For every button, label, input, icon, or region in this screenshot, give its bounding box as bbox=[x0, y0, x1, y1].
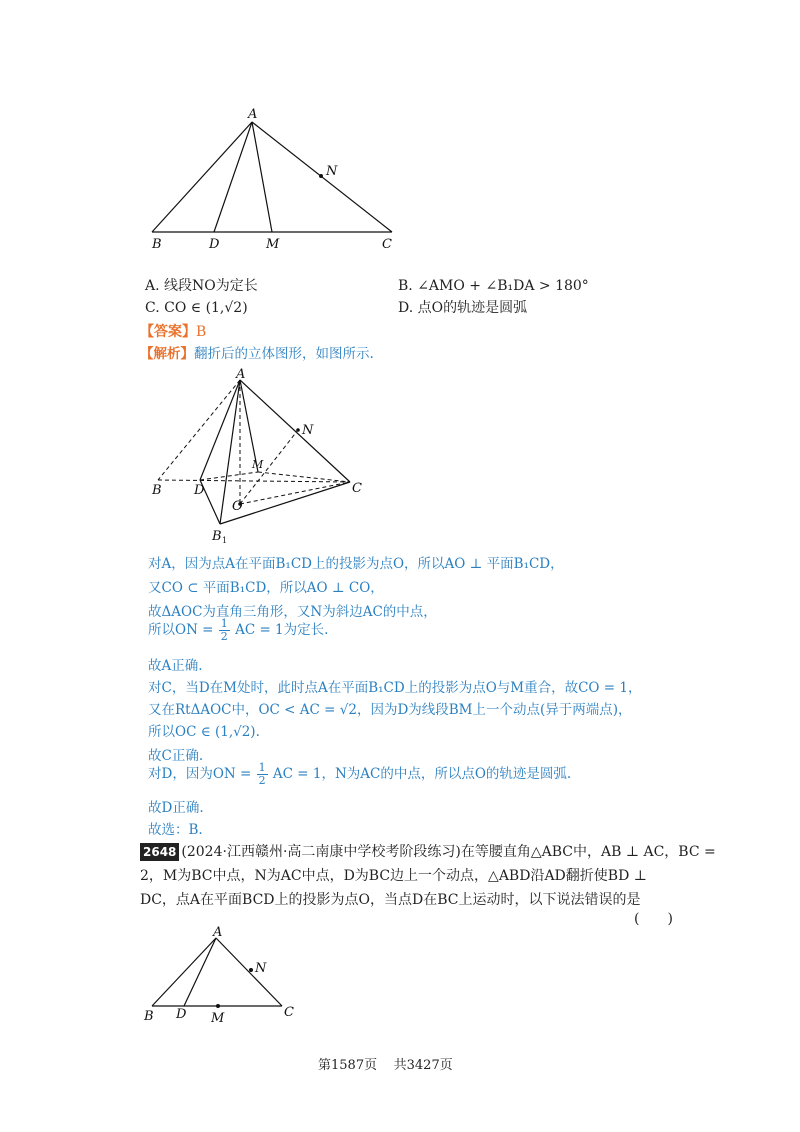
option-b: B. ∠AMO + ∠B₁DA > 180° bbox=[398, 278, 589, 294]
option-d: D. 点O的轨迹是圆弧 bbox=[398, 300, 528, 316]
solution-line-11: 故D正确. bbox=[148, 800, 204, 816]
page-footer bbox=[318, 1054, 453, 1073]
label-c: C bbox=[382, 237, 392, 252]
label-d: D bbox=[209, 237, 220, 252]
solution-line-3: 故ΔAOC为直角三角形，又N为斜边AC的中点， bbox=[148, 604, 437, 620]
solution-l4-post: AC = 1为定长. bbox=[235, 622, 329, 638]
solid-label-b1-sub: 1 bbox=[222, 536, 228, 545]
question-2648 bbox=[140, 840, 716, 912]
solid-label-b: B bbox=[152, 483, 162, 498]
solution-line-5: 故A正确. bbox=[148, 658, 203, 674]
analysis-line bbox=[140, 344, 374, 364]
fraction-num-2: 1 bbox=[258, 761, 266, 774]
label-a: A bbox=[248, 107, 258, 122]
bottom-label-m: M bbox=[211, 1011, 225, 1026]
fraction-den-1: 2 bbox=[220, 630, 228, 643]
solution-line-1: 对A，因为点A在平面B₁CD上的投影为点O，所以AO ⊥ 平面B₁CD， bbox=[148, 556, 564, 572]
question-number: 2648 bbox=[140, 843, 179, 861]
solution-line-10 bbox=[148, 762, 571, 787]
bottom-label-a: A bbox=[213, 925, 223, 940]
solution-line-4 bbox=[148, 618, 328, 643]
option-a: A. 线段NO为定长 bbox=[145, 278, 258, 294]
answer-line bbox=[140, 322, 206, 342]
label-m: M bbox=[266, 237, 280, 252]
option-c: C. CO ∈ (1,√2) bbox=[145, 300, 248, 316]
solution-line-6: 对C，当D在M处时，此时点A在平面B₁CD上的投影为点O与M重合，故CO = 1， bbox=[148, 680, 642, 696]
solid-label-d: D bbox=[194, 483, 205, 498]
question-text-1: (2024·江西赣州·高二南康中学校考阶段练习)在等腰直角△ABC中，AB ⊥ AC，BC = bbox=[181, 844, 716, 860]
solid-label-m: M bbox=[252, 458, 264, 471]
solid-label-c: C bbox=[352, 481, 362, 496]
bottom-label-n: N bbox=[255, 961, 267, 976]
label-b: B bbox=[152, 237, 162, 252]
page-number: 第1587页 bbox=[318, 1058, 378, 1073]
solution-l4-pre: 所以ON = bbox=[148, 622, 214, 638]
fraction-den-2: 2 bbox=[258, 774, 266, 787]
solid-label-o: O bbox=[232, 499, 243, 514]
fraction-num-1: 1 bbox=[220, 617, 228, 630]
answer-blank: ( ) bbox=[634, 911, 673, 927]
solution-l10-post: AC = 1，N为AC的中点，所以点O的轨迹是圆弧. bbox=[272, 766, 572, 782]
solid-label-a: A bbox=[236, 368, 246, 382]
solid-figure bbox=[148, 368, 378, 548]
triangle-figure-bottom bbox=[138, 922, 308, 1028]
fraction-half-1 bbox=[219, 618, 230, 643]
answer-value: B bbox=[196, 324, 207, 340]
question-line-3: DC，点A在平面BCD上的投影为点O，当点D在BC上运动时，以下说法错误的是 bbox=[140, 892, 641, 908]
analysis-text: 翻折后的立体图形，如图所示. bbox=[194, 346, 374, 362]
triangle-figure-top bbox=[140, 100, 410, 260]
analysis-tag: 【解析】 bbox=[140, 346, 194, 362]
fraction-half-2 bbox=[257, 762, 268, 787]
solution-line-8: 所以OC ∈ (1,√2). bbox=[148, 724, 260, 740]
question-line-1 bbox=[140, 840, 716, 864]
solution-line-2: 又CO ⊂ 平面B₁CD，所以AO ⊥ CO， bbox=[148, 580, 384, 596]
bottom-label-c: C bbox=[284, 1005, 294, 1020]
solution-l10-pre: 对D，因为ON = bbox=[148, 766, 252, 782]
bottom-label-d: D bbox=[176, 1007, 187, 1022]
page-total: 共3427页 bbox=[393, 1058, 453, 1073]
label-n: N bbox=[326, 164, 338, 179]
solid-label-b1: B bbox=[212, 529, 222, 544]
solid-label-n: N bbox=[302, 423, 314, 438]
question-line-2: 2，M为BC中点，N为AC中点，D为BC边上一个动点，△ABD沿AD翻折使BD ⊥ bbox=[140, 868, 647, 884]
solution-line-12: 故选：B. bbox=[148, 822, 203, 838]
solution-line-7: 又在RtΔAOC中，OC < AC = √2，因为D为线段BM上一个动点(异于两端点)， bbox=[148, 702, 632, 718]
solution-line-9: 故C正确. bbox=[148, 748, 204, 764]
bottom-label-b: B bbox=[144, 1009, 154, 1024]
answer-tag: 【答案】 bbox=[140, 324, 196, 340]
